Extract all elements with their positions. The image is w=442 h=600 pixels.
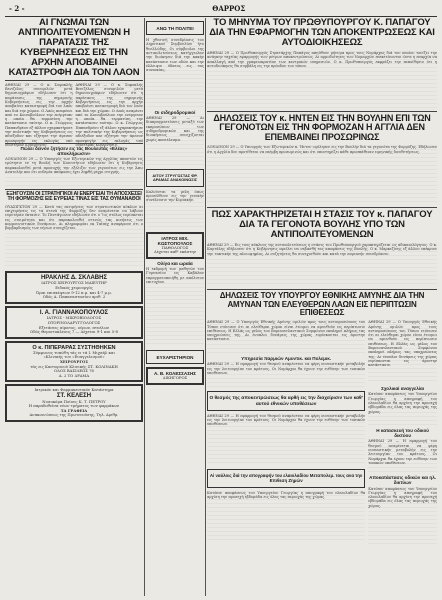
- divider: [207, 207, 437, 208]
- ad-title: ΗΡΑΚΛΗΣ Δ. ΣΚΛΑΒΗΣ: [40, 274, 108, 281]
- box-thanks: [146, 350, 204, 364]
- ad-title: ΣΤ. ΚΕΛΕΣΗ: [56, 393, 92, 400]
- headline-papagos-stance: ΠΩΣ ΧΑΡΑΚΤΗΡΙΖΕΤΑΙ Η ΣΤΑΣΙΣ ΤΟΥ κ. ΠΑΠΑΓΟΥ ΔΙΑ ΤΑ ΓΕΓΟΝΟΤΑ ΒΟΥΛΗΣ ΥΠΟ ΤΩΝ ΑΝΤΙΠΟΛΙΤΕΥΟΜΕΝΩΝ: [211, 209, 433, 241]
- ad-kolessasis: [146, 367, 204, 385]
- ad-line: ΔΙΚΗΓΟΡΟΣ: [162, 375, 188, 381]
- article-text: ΑΘΗΝΑΙ 29 — Ο Υπουργός Εθνικής Αμύνης ομιλών προς τους αντιπροσώπους του Τύπου ετόνισεν ότι αι ελεύθεραι χώραι είναι έτοιμοι να αμυνθούν εις περίπτωσιν επιθέσεως. Η Ελλάς ως μέλος του Βορειοατλαντικού Συμφώνου εκπληρεί πλήρως τας υποχρεώσεις της. Αι ένοπλοι δυνάμεις της χώρας ευρίσκονται εις άριστην κατάστασιν.: [368, 320, 437, 384]
- divider: [207, 289, 437, 290]
- ad-line: Ειδικός χειρουργός: [55, 285, 93, 290]
- article-text: ΑΘΗΝΑΙ 29 — Η εφαρμογή του θεσμού αναμένεται να φέρη ουσιαστικήν μεταβολήν εις την λειτουργίαν του κράτους. Οι Νομάρχαι θα έχουν την ευθύνην των τοπικών υποθέσεων.: [368, 439, 437, 473]
- headline-defense-minister: ΔΗΛΩΣΕΙΣ ΤΟΥ ΥΠΟΥΡΓΟΥ ΕΘΝΙΚΗΣ ΑΜΥΝΗΣ ΔΙΑ ΤΗΝ ΑΜΥΝΑΝ ΤΩΝ ΕΛΕΥΘΕΡΩΝ ΛΑΩΝ ΕΙΣ ΠΕΡΙΠΤΩΣΙΝ ΕΠΙΘΕΣΕΩΣ: [219, 291, 425, 317]
- masthead: [5, 4, 437, 17]
- article-text: Κατόπιν αποφάσεως του Υπουργείου Γεωργίας η απογραφή του ελαιολαδίου θα αρχίση την προσεχή εβδομάδα εις όλας τας περιοχάς της χώρας.: [368, 392, 437, 426]
- ad-line: ΙΑΤΡΟΣ - ΜΙΚΡΟΒΙΟΛΟΓΟΣ: [46, 315, 102, 321]
- article-text: ΑΘΗΝΑΙ 29 — Ο κ. Σοφοκλής Βενιζέλος συνομιλών μετά δημοσιογράφων εδήλωσεν ότι η παράτασις της σημερινής Κυβερνήσεως εις την αρχήν αποβαίνει καταστροφή διά τον λαόν και διά την χώραν. Ο Λαός αναμένει από το Κοινοβούλιον την ενέργειαν η οποία θα τερματίση την κατάστασιν ταύτην. Ο κ. Γεώργιος Παπανδρέου εξ άλλου εχαρακτήρισε την πολιτικήν της Κυβερνήσεως ως αδιέξοδον και εζήτησε την άμεσον προσφυγήν εις εκλογάς υπό ουδετέραν Κυβέρνησιν.: [5, 82, 73, 147]
- ad-line: Δέχεται καθ' εκάστην: [154, 249, 196, 255]
- ad-title: Ο κ. ΠΙΠΕΡΑΡΑΣ ΣΥΣΤΗΘΗΚΕΝ: [32, 344, 116, 351]
- ad-line: ΧΕΙΡΟΥΡΓΟΣ: [59, 359, 89, 365]
- article-text: ΑΘΗΝΑΙ 29 — Η εφαρμογή του θεσμού αναμένεται να φέρη ουσιαστικήν μεταβολήν εις την λειτουργίαν του κράτους. Οι Νομάρχαι θα έχουν την ευθύνην των τοπικών υποθέσεων.: [207, 414, 365, 466]
- article-text: ΑΘΗΝΑΙ 29 — Ο Πρωθυπουργός Στρατάρχης Παπάγος απηύθυνε μήνυμα προς τους Νομάρχας διά του οποίου τονίζει την ανάγκην ταχείας εφαρμογής των μέτρων αποκεντρώσεως. Αι αρμοδιότητες των Νομαρχών επεκτείνονται ώστε η επαρχία να απαλλαγή από την γραφειοκρατίαν των κεντρικών υπηρεσιών. Ο κ. Πρωθυπουργός εκφράζει την πεποίθησιν ότι η αυτοδιοίκησις θα συμβάλη εις την πρόοδον του τόπου.: [207, 51, 437, 109]
- article-text: Η εκδρομή των μαθητών του Γυμνασίου εις Καβάλαν επραγματοποιήθη με απόλυτον επιτυχίαν.: [146, 267, 204, 347]
- ad-line: ΩΤΟΡΙΝΟΛΑΡΥΓΓΟΛΟΓΟΣ: [47, 319, 101, 325]
- article-text: ΑΘΗΝΑΙ 29 — Ο κ. Σοφοκλής Βενιζέλος συνομιλών μετά δημοσιογράφων εδήλωσεν ότι η παράτασις της σημερινής Κυβερνήσεως εις την αρχήν αποβαίνει καταστροφή διά τον λαόν και διά την χώραν. Ο Λαός αναμένει από το Κοινοβούλιον την ενέργειαν η οποία θα τερματίση την κατάστασιν ταύτην. Ο κ. Γεώργιος Παπανδρέου εξ άλλου εχαρακτήρισε την πολιτικήν της Κυβερνήσεως ως αδιέξοδον και εζήτησε την άμεσον προσφυγήν εις εκλογάς υπό ουδετέραν Κυβέρνησιν.: [75, 82, 143, 147]
- ad-kostopoulos: [146, 232, 204, 259]
- subheadline: Η κατασκευή του οδικού δικτύου: [376, 428, 429, 439]
- divider: [5, 80, 143, 81]
- ad-line: ΤΑ ΓΡΑΦΕΙΑ: [60, 407, 88, 413]
- lower-main: [207, 320, 365, 546]
- ad-title: ΙΑΤΡΟΣ ΜΙΧ. ΚΩΣΤΟΠΟΥΛΟΣ: [157, 235, 193, 246]
- article-text: ΑΘΗΝΑΙ 29 — Ο Υπουργός Εθνικής Αμύνης ομιλών προς τους αντιπροσώπους του Τύπου ετόνισεν ότι αι ελεύθεραι χώραι είναι έτοιμοι να αμυνθούν εις περίπτωσιν επιθέσεως. Η Ελλάς ως μέλος του Βορειοατλαντικού Συμφώνου εκπληρεί πλήρως τας υποχρεώσεις της. Αι ένοπλοι δυνάμεις της χώρας ευρίσκονται εις άριστην κατάστασιν.: [207, 320, 365, 354]
- article-text: ΑΘΗΝΑΙ 29 — Αι διαπραγματεύσεις μεταξύ των εκπροσώπων των σιδηροδρομικών και της διοικήσεως συνεχίζονται χωρίς αποτέλεσμα.: [146, 116, 204, 166]
- article-text: Καλούνται τα μέλη όπως προσέλθουν εις την γενικήν συνέλευσιν την Κυριακήν.: [146, 190, 204, 230]
- subheadline: Υπηρεσία παρμιών Αμυντικ. και Πολεμικ.: [241, 356, 332, 362]
- newspaper-page: [5, 4, 437, 596]
- ad-keleshi: [5, 384, 143, 422]
- headline-opposition: ΑΙ ΓΝΩΜΑΙ ΤΩΝ ΑΝΤΙΠΟΛΙΤΕΥΟΜΕΝΩΝ Η ΠΑΡΑΤΑΣΙΣ ΤΗΣ ΚΥΒΕΡΝΗΣΕΩΣ ΕΙΣ ΤΗΝ ΑΡΧΗΝ ΑΠΟΒΑΙΝΕΙ ΚΑΤΑΣΤΡΟΦΗ ΔΙΑ ΤΟΝ ΛΑΟΝ: [8, 17, 140, 78]
- ad-line: Ώραι επισκέψεων 9-12 π.μ. και 4-7 μ.μ.: [36, 289, 112, 295]
- ad-sklavis: [5, 271, 143, 304]
- ad-line: Εξετάσεις αίματος, ούρων, πτυέλων: [38, 324, 110, 330]
- subheadline: Πώλει δεινόν ζητήσεν εις τάς Βουλευτάς «Ελέας» αποκλήρωσιν»: [20, 145, 128, 156]
- lower-side: [368, 320, 437, 546]
- ad-title: Α. Β. ΚΟΛΕΣΣΑΣΗΣ: [153, 371, 197, 377]
- box-decentralization: [207, 391, 365, 411]
- article-text: ΑΘΗΝΑΙ 29 — Η εφαρμογή του θεσμού αναμένεται να φέρη ουσιαστικήν μεταβολήν εις την λειτουργίαν του κράτους. Οι Νομάρχαι θα έχουν την ευθύνην των τοπικών υποθέσεων.: [207, 362, 365, 388]
- column-left: [5, 18, 143, 596]
- subheadline: Ολίγα και ωραία: [157, 260, 193, 266]
- column-rule: [144, 18, 145, 596]
- box-heading: ΑΝΩ ΤΗ ΠΟΛΙΤΕΙ: [156, 26, 194, 31]
- article-text: ΛΟΝΔΙΝΟΝ 29 — Ο Υπουργός των Εξωτερικών κ. Ήντεν ωμίλησεν εις την Βουλήν διά τα γεγονότα της Φορμόζης. Εδήλωσεν ότι η Αγγλία δεν προτίθεται να επέμβη προσωρινώς και ότι υποστηρίζει κάθε προσπάθειαν ειρηνικής διευθετήσεως.: [207, 145, 437, 205]
- headline-formosa-strategy: ΕΞΗΓΟΥΣΙΝ ΟΙ ΣΤΡΑΤΗΓΙΚΟΙ ΑΙ ΕΝΕΡΓΕΙΑΙ ΤΗ ΑΠΟΣΧΕΣΕΙ ΤΗ ΦΟΡΜΟΖΗΣ ΕΙΣ ΕΥΡΕΙΑΣ ΤΙΝΑΣ ΕΙΣ ΤΑΣ ΘΥΜΑΝΑΘΟΙ: [6, 190, 142, 203]
- ad-line: Σύμφωνος τυπώθη τάς ει τά Ι. Μιχαήλ και: [33, 349, 115, 355]
- divider: [5, 189, 143, 190]
- box-heading: ΑΙΤΟΥ ΣΤΡΥΓΩΣΤΑΣ ΦΡ. ΔΡΑΜΑΣ ΑΝΑΚΟΙΝΩΣΙΣ: [152, 173, 198, 183]
- ad-line: Ιατρικόν και Φαρμακευτικόν Κατάστημα: [34, 387, 114, 393]
- ad-line: Νοσοκόμα Ποίους Κ. Τ. ΠΕΤΡΟΥ: [42, 398, 106, 404]
- headline-eden-statements: ΔΗΛΩΣΕΙΣ ΤΟΥ κ. ΗΝΤΕΝ ΕΙΣ ΤΗΝ ΒΟΥΛΗΝ ΕΠΙ ΤΩΝ ΓΕΓΟΝΟΤΩΝ ΕΙΣ ΤΗΝ ΦΟΡΜΟΖΑΝ Η ΑΓΓΛΙΑ ΔΕΝ ΕΠΕΜΒΑΙΝΕΙ ΠΡΟΣΩΡΙΝΩΣ: [213, 112, 431, 142]
- page-number: - 2 -: [9, 4, 25, 13]
- column-rule: [205, 18, 206, 596]
- ad-line: «Κλινικής του «Ευαγγελισμού»: [43, 354, 105, 360]
- article-text: ΑΘΗΝΑΙ 29 — Εις τους κύκλους της αντιπολιτεύσεως η στάσις του Πρωθυπουργού χαρακτηρίζεται ως αδικαιολόγητος. Ο κ. Καρτάλης εδήλωσεν ότι η Κυβέρνησις οφείλει να σεβασθή τας αποφάσεις της Βουλής. Ο κ. Μαρκεζίνης εξ άλλου επέκρινε την τακτικήν της πλειοψηφίας. Αι συζητήσεις θα συνεχισθούν και κατά την αυριανήν συνεδρίασιν.: [207, 243, 437, 287]
- article-opposition: [5, 82, 143, 147]
- ad-line: Ανακοινώσεως της Πρωτευούσης, Τηλ. Αριθμ.: [29, 412, 119, 418]
- box-city: [146, 21, 204, 35]
- ad-line: Α. 2 ΤΟ ΔΡΑΜΑ: [58, 372, 90, 378]
- subheadline: Αποκατάστασις οδικών και ηλ. δικτύων: [369, 475, 437, 486]
- lower-subcolumns: [207, 320, 437, 546]
- box-heading: Ο θεσμός της αποκεντρώσεως θα αρθή εις την διαχείρισιν των καθ' αυτού εθνικών υποθέσεων: [209, 396, 363, 407]
- article-text: Η χθεσινή συνεδρίασις του Δημοτικού Συμβουλίου ήτο θυελλώδης. Οι σύμβουλοι της αντιπολιτεύσεως κατήγγειλαν την διοίκησιν διά την κακήν κατάστασιν των οδών και την έλλειψιν ύδατος εις τας συνοικίας.: [146, 38, 204, 108]
- article-text: Κατόπιν αποφάσεως του Υπουργείου Γεωργίας η απογραφή του ελαιολαδίου θα αρχίση την προσεχή εβδομάδα εις όλας τας περιοχάς της χώρας.: [368, 487, 437, 547]
- headline-papagos-message: ΤΟ ΜΗΝΥΜΑ ΤΟΥ ΠΡΩΘΥΠΟΥΡΓΟΥ Κ. ΠΑΠΑΓΟΥ ΔΙΑ ΤΗΝ ΕΦΑΡΜΟΓΗΝ ΤΩΝ ΑΠΟΚΕΝΤΡΩΣΕΩΣ ΚΑΙ ΑΥΤΟΔΙΟΙΚΗΣΕΩΣ: [209, 17, 435, 48]
- ad-line: ΙΑΤΡΟΣ ΧΕΙΡΟΥΡΓΟΣ ΜΑΙΕΥΤΗΡ: [41, 280, 107, 286]
- ad-line: τάς εις Καστορινού Κλινικής ΣΤ. ΚΟΛΙΝΑΚΗ: [30, 363, 118, 369]
- column-right: [207, 18, 437, 596]
- ad-line: Οδός Θεμιστοκλέους 7 — Δέχεται 9-1 και 5-8: [30, 329, 118, 335]
- box-announcement: [146, 169, 204, 187]
- newspaper-name: ΘΑΡΡΟΣ: [212, 4, 246, 13]
- subheadline: Σχολικαί αναγγελίαι: [381, 386, 425, 392]
- subheadline: Οι σιδηροδρομικοί: [154, 110, 196, 116]
- ad-line: ΟΔΟΣ ΒΑΣΙΛΕΩΣ 76: [54, 368, 94, 374]
- box-olive-oil: [207, 469, 365, 488]
- article-text: ΛΟΝΔΙΝΟΝ 29 — Ο Υπουργός των Εξωτερικών της Αγγλίας απαντών εις ερώτησιν εν τη Βουλή των Κοινοτήτων εδήλωσεν ότι η Κυβέρνησις παρακολουθεί μετά προσοχής την εξέλιξιν των γεγονότων εις την Άπω Ανατολήν και ότι ουδεμία απόφασις έχει ληφθή μέχρι στιγμής.: [5, 157, 143, 187]
- article-text: ΟΥΑΣΙΓΚΤΩΝ 29 — Κατά τας εκτιμήσεις των στρατιωτικών κύκλων αι επιχειρήσεις εις τα στενά της Φορμόζης δεν αναμένεται να λάβουν ευρυτέραν έκτασιν. Το Πεντάγωνον εδήλωσεν ότι ο 7ος στόλος ευρίσκεται εις ετοιμότητα και ότι παρακολουθεί στενώς τας κινήσεις των κομμουνιστικών δυνάμεων. Αι πληροφορίαι εκ Ταϊπέχ αναφέρουν ότι ο βομβαρδισμός των νήσων συνεχίζεται.: [5, 205, 143, 269]
- ad-giannakopoulos: [5, 306, 143, 339]
- ad-title: Ι. Α. ΓΙΑΝΝΑΚΟΠΟΥΛΟΣ: [39, 309, 109, 316]
- masthead-right: [429, 4, 437, 16]
- column-middle: [146, 18, 204, 596]
- ad-piperaras: [5, 341, 143, 383]
- ad-line: Η παραδοθείσα νέων τμήματος των φαρμάκων: [28, 403, 120, 409]
- divider: [207, 111, 437, 112]
- ad-line: ΠΑΘΟΛΟΓΟΣ: [161, 244, 189, 250]
- article-text: Κατόπιν αποφάσεως του Υπουργείου Γεωργίας η απογραφή του ελαιολαδίου θα αρχίση την προσεχή εβδομάδα εις όλας τας περιοχάς της χώρας.: [207, 491, 365, 541]
- ad-line: Οδός Α. Παπαναστασίου αριθ. 2: [42, 294, 106, 300]
- box-heading: Αί ναύλοις διά την απογραφήν του ελαιολαδίου Μεταπολεμ. τους ανα την Επιθεση Ζημών: [209, 472, 363, 483]
- box-heading: ΕΥΧΑΡΙΣΤΗΡΙΟΝ: [156, 355, 194, 361]
